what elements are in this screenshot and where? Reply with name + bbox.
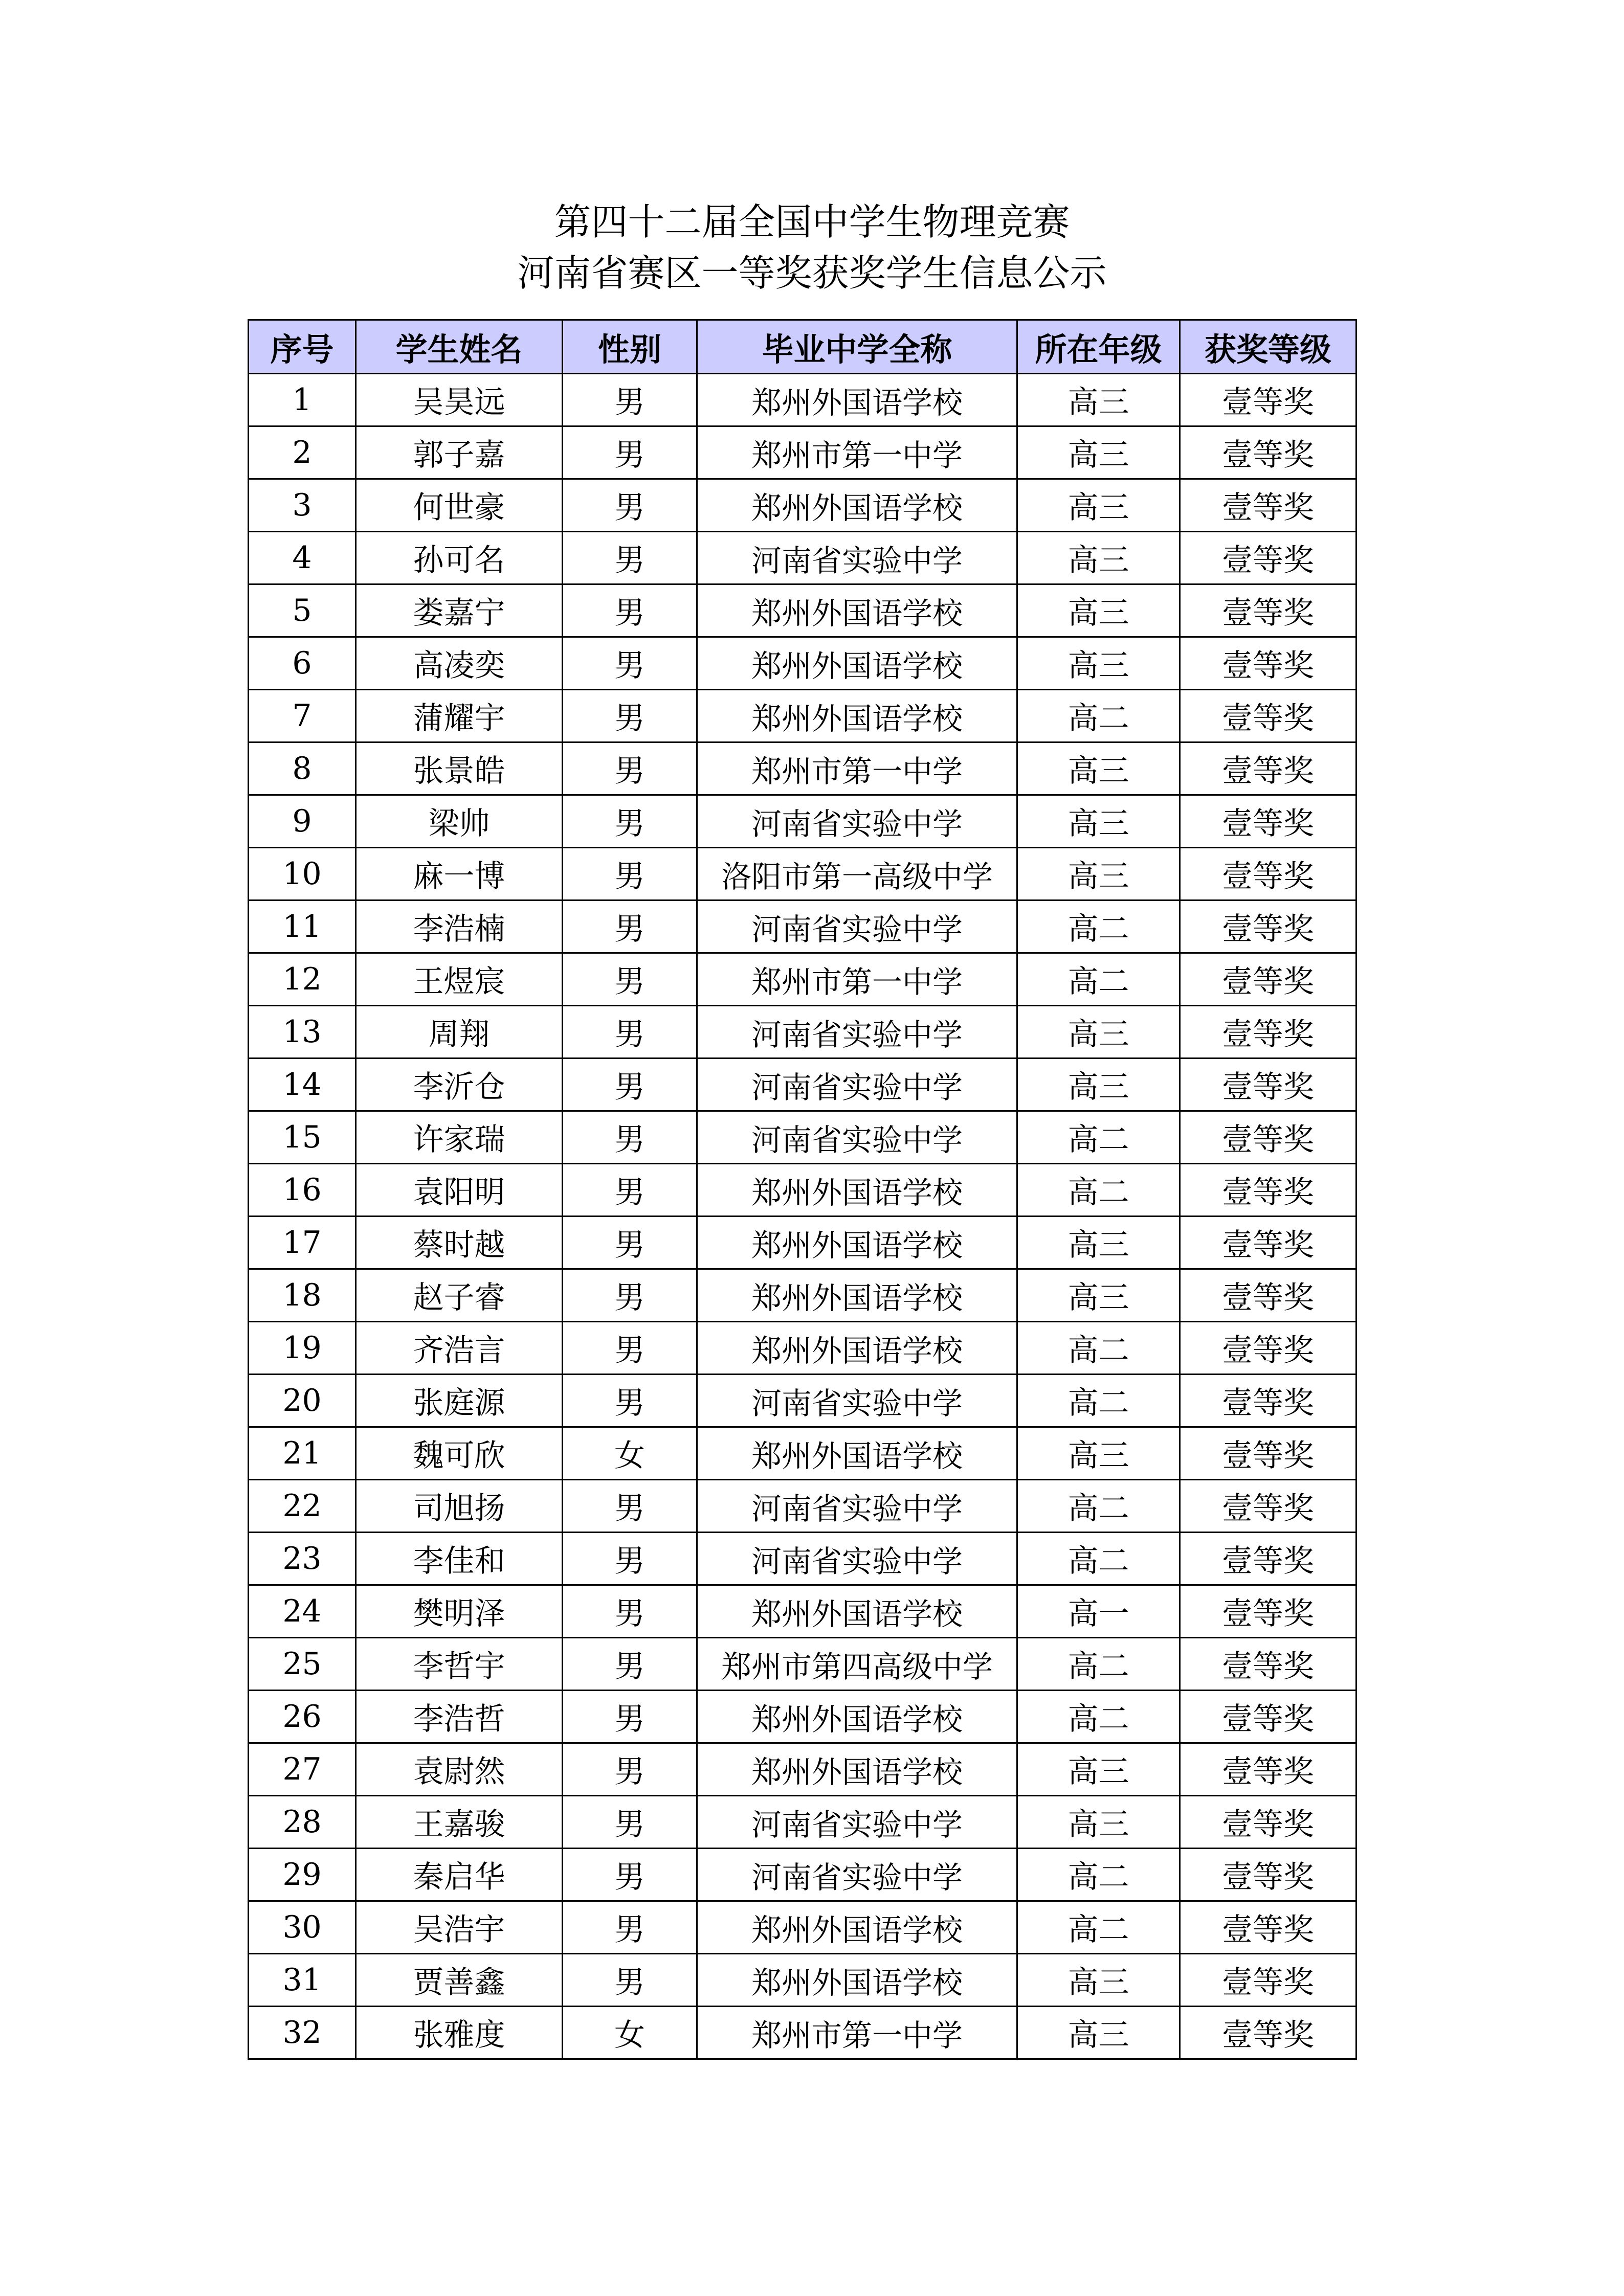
cell-grade: 高三 [1017,848,1180,901]
cell-grade: 高三 [1017,1269,1180,1322]
cell-seq: 1 [249,374,356,426]
cell-seq: 24 [249,1585,356,1638]
cell-student-name: 蔡时越 [356,1217,563,1269]
table-row [249,1691,1356,1743]
cell-school: 郑州外国语学校 [697,637,1017,690]
table-row [249,1901,1356,1954]
cell-grade: 高二 [1017,1164,1180,1217]
cell-student-name: 李沂仓 [356,1059,563,1111]
cell-award: 壹等奖 [1180,795,1356,848]
cell-seq: 28 [249,1796,356,1849]
cell-seq: 17 [249,1217,356,1269]
cell-award: 壹等奖 [1180,1585,1356,1638]
cell-grade: 高二 [1017,690,1180,742]
cell-gender: 男 [563,1322,697,1375]
cell-school: 郑州外国语学校 [697,1269,1017,1322]
cell-student-name: 娄嘉宁 [356,584,563,637]
cell-student-name: 李佳和 [356,1533,563,1585]
cell-gender: 男 [563,1533,697,1585]
table-row [249,1849,1356,1901]
table-row [249,1322,1356,1375]
cell-grade: 高三 [1017,1059,1180,1111]
table-row [249,1006,1356,1059]
cell-grade: 高二 [1017,1480,1180,1533]
cell-gender: 男 [563,1111,697,1164]
cell-school: 郑州外国语学校 [697,690,1017,742]
cell-school: 郑州外国语学校 [697,1691,1017,1743]
cell-seq: 11 [249,901,356,953]
cell-student-name: 贾善鑫 [356,1954,563,2007]
cell-seq: 6 [249,637,356,690]
cell-student-name: 樊明泽 [356,1585,563,1638]
header-school: 毕业中学全称 [697,320,1017,374]
cell-school: 郑州外国语学校 [697,1164,1017,1217]
title-line-2: 河南省赛区一等奖获奖学生信息公示 [517,252,1107,295]
table-row [249,1954,1356,2007]
cell-award: 壹等奖 [1180,690,1356,742]
cell-seq: 10 [249,848,356,901]
cell-award: 壹等奖 [1180,374,1356,426]
cell-gender: 男 [563,637,697,690]
cell-student-name: 王煜宸 [356,953,563,1006]
cell-school: 郑州市第四高级中学 [697,1638,1017,1691]
cell-grade: 高二 [1017,1901,1180,1954]
cell-student-name: 张庭源 [356,1375,563,1427]
cell-gender: 男 [563,953,697,1006]
cell-student-name: 司旭扬 [356,1480,563,1533]
cell-school: 郑州市第一中学 [697,2007,1017,2059]
cell-seq: 16 [249,1164,356,1217]
cell-grade: 高三 [1017,1427,1180,1480]
cell-seq: 3 [249,479,356,532]
cell-gender: 男 [563,795,697,848]
cell-grade: 高三 [1017,1006,1180,1059]
cell-seq: 22 [249,1480,356,1533]
cell-seq: 21 [249,1427,356,1480]
cell-gender: 男 [563,532,697,584]
cell-award: 壹等奖 [1180,1006,1356,1059]
cell-seq: 25 [249,1638,356,1691]
cell-student-name: 李浩楠 [356,901,563,953]
table-row [249,2007,1356,2059]
table-row [249,901,1356,953]
cell-seq: 14 [249,1059,356,1111]
cell-student-name: 许家瑞 [356,1111,563,1164]
table-row [249,479,1356,532]
cell-school: 郑州外国语学校 [697,479,1017,532]
header-gender: 性别 [563,320,697,374]
cell-grade: 高三 [1017,1954,1180,2007]
cell-seq: 8 [249,742,356,795]
cell-school: 河南省实验中学 [697,1059,1017,1111]
cell-school: 河南省实验中学 [697,1849,1017,1901]
cell-gender: 男 [563,1691,697,1743]
cell-seq: 19 [249,1322,356,1375]
cell-gender: 男 [563,901,697,953]
table-row [249,742,1356,795]
title-line-1: 第四十二届全国中学生物理竞赛 [554,200,1070,243]
cell-award: 壹等奖 [1180,1480,1356,1533]
cell-award: 壹等奖 [1180,1638,1356,1691]
cell-student-name: 何世豪 [356,479,563,532]
cell-gender: 男 [563,426,697,479]
cell-award: 壹等奖 [1180,1901,1356,1954]
cell-gender: 男 [563,1796,697,1849]
cell-award: 壹等奖 [1180,1849,1356,1901]
cell-student-name: 赵子睿 [356,1269,563,1322]
header-seq: 序号 [249,320,356,374]
cell-school: 郑州市第一中学 [697,953,1017,1006]
cell-student-name: 李哲宇 [356,1638,563,1691]
table-row [249,1059,1356,1111]
cell-seq: 29 [249,1849,356,1901]
header-award: 获奖等级 [1180,320,1356,374]
cell-seq: 2 [249,426,356,479]
cell-gender: 男 [563,848,697,901]
cell-student-name: 郭子嘉 [356,426,563,479]
cell-grade: 高二 [1017,1375,1180,1427]
cell-grade: 高三 [1017,584,1180,637]
cell-school: 郑州外国语学校 [697,1585,1017,1638]
cell-gender: 男 [563,690,697,742]
table-row [249,953,1356,1006]
cell-gender: 男 [563,1164,697,1217]
table-row [249,848,1356,901]
cell-school: 河南省实验中学 [697,1006,1017,1059]
cell-school: 郑州外国语学校 [697,374,1017,426]
cell-school: 河南省实验中学 [697,1533,1017,1585]
cell-gender: 男 [563,1849,697,1901]
cell-gender: 男 [563,742,697,795]
cell-grade: 高三 [1017,426,1180,479]
cell-award: 壹等奖 [1180,901,1356,953]
cell-grade: 高二 [1017,1691,1180,1743]
cell-award: 壹等奖 [1180,1375,1356,1427]
cell-grade: 高二 [1017,901,1180,953]
cell-gender: 男 [563,1585,697,1638]
cell-award: 壹等奖 [1180,637,1356,690]
cell-school: 郑州外国语学校 [697,1322,1017,1375]
table-row [249,1375,1356,1427]
cell-gender: 男 [563,1375,697,1427]
cell-grade: 高三 [1017,374,1180,426]
document-title [0,196,1624,299]
cell-student-name: 蒲耀宇 [356,690,563,742]
cell-award: 壹等奖 [1180,848,1356,901]
header-name: 学生姓名 [356,320,563,374]
cell-student-name: 高凌奕 [356,637,563,690]
cell-seq: 31 [249,1954,356,2007]
cell-seq: 27 [249,1743,356,1796]
cell-grade: 高三 [1017,637,1180,690]
cell-award: 壹等奖 [1180,1533,1356,1585]
cell-school: 洛阳市第一高级中学 [697,848,1017,901]
cell-grade: 高一 [1017,1585,1180,1638]
cell-grade: 高二 [1017,1533,1180,1585]
cell-school: 郑州外国语学校 [697,584,1017,637]
cell-award: 壹等奖 [1180,426,1356,479]
cell-gender: 女 [563,2007,697,2059]
cell-award: 壹等奖 [1180,479,1356,532]
cell-award: 壹等奖 [1180,2007,1356,2059]
table-row [249,1585,1356,1638]
cell-award: 壹等奖 [1180,1164,1356,1217]
table-row [249,1796,1356,1849]
cell-grade: 高二 [1017,1111,1180,1164]
cell-student-name: 袁阳明 [356,1164,563,1217]
table-body [249,374,1356,2059]
cell-award: 壹等奖 [1180,584,1356,637]
cell-gender: 男 [563,1901,697,1954]
cell-gender: 男 [563,374,697,426]
cell-student-name: 魏可欣 [356,1427,563,1480]
table-row [249,1111,1356,1164]
table-row [249,795,1356,848]
cell-seq: 7 [249,690,356,742]
cell-gender: 男 [563,479,697,532]
table-row [249,1427,1356,1480]
cell-gender: 男 [563,1269,697,1322]
cell-grade: 高三 [1017,742,1180,795]
cell-student-name: 麻一博 [356,848,563,901]
cell-award: 壹等奖 [1180,1743,1356,1796]
cell-gender: 女 [563,1427,697,1480]
cell-student-name: 周翔 [356,1006,563,1059]
cell-school: 郑州外国语学校 [697,1427,1017,1480]
table-row [249,637,1356,690]
cell-grade: 高三 [1017,1743,1180,1796]
cell-seq: 13 [249,1006,356,1059]
table-row [249,1533,1356,1585]
cell-award: 壹等奖 [1180,1111,1356,1164]
cell-school: 郑州外国语学校 [697,1743,1017,1796]
cell-school: 河南省实验中学 [697,532,1017,584]
cell-student-name: 吴浩宇 [356,1901,563,1954]
cell-school: 河南省实验中学 [697,795,1017,848]
table-row [249,690,1356,742]
cell-grade: 高三 [1017,795,1180,848]
cell-seq: 32 [249,2007,356,2059]
cell-grade: 高二 [1017,1849,1180,1901]
cell-award: 壹等奖 [1180,1217,1356,1269]
cell-award: 壹等奖 [1180,953,1356,1006]
cell-grade: 高三 [1017,479,1180,532]
cell-award: 壹等奖 [1180,1954,1356,2007]
cell-school: 河南省实验中学 [697,901,1017,953]
table-row [249,584,1356,637]
cell-gender: 男 [563,1954,697,2007]
cell-grade: 高二 [1017,1322,1180,1375]
cell-gender: 男 [563,1059,697,1111]
cell-award: 壹等奖 [1180,1691,1356,1743]
table-row [249,1743,1356,1796]
cell-gender: 男 [563,1743,697,1796]
table-row [249,532,1356,584]
cell-student-name: 孙可名 [356,532,563,584]
cell-award: 壹等奖 [1180,1269,1356,1322]
table-row [249,374,1356,426]
table-row [249,426,1356,479]
cell-grade: 高三 [1017,1217,1180,1269]
award-table [248,319,1357,2060]
cell-school: 郑州外国语学校 [697,1954,1017,2007]
cell-student-name: 秦启华 [356,1849,563,1901]
cell-gender: 男 [563,1217,697,1269]
table-row [249,1269,1356,1322]
cell-seq: 15 [249,1111,356,1164]
cell-student-name: 张景皓 [356,742,563,795]
cell-award: 壹等奖 [1180,1059,1356,1111]
cell-grade: 高三 [1017,2007,1180,2059]
cell-student-name: 王嘉骏 [356,1796,563,1849]
cell-grade: 高二 [1017,1638,1180,1691]
cell-seq: 9 [249,795,356,848]
table-row [249,1480,1356,1533]
cell-school: 河南省实验中学 [697,1111,1017,1164]
cell-school: 郑州外国语学校 [697,1217,1017,1269]
header-grade: 所在年级 [1017,320,1180,374]
cell-gender: 男 [563,584,697,637]
table-header-row [249,320,1356,374]
cell-gender: 男 [563,1480,697,1533]
cell-school: 河南省实验中学 [697,1375,1017,1427]
cell-school: 郑州市第一中学 [697,742,1017,795]
cell-student-name: 袁尉然 [356,1743,563,1796]
cell-award: 壹等奖 [1180,1322,1356,1375]
cell-grade: 高二 [1017,953,1180,1006]
cell-school: 河南省实验中学 [697,1480,1017,1533]
table-row [249,1164,1356,1217]
cell-school: 郑州市第一中学 [697,426,1017,479]
cell-seq: 30 [249,1901,356,1954]
cell-seq: 26 [249,1691,356,1743]
cell-award: 壹等奖 [1180,532,1356,584]
cell-seq: 20 [249,1375,356,1427]
cell-student-name: 张雅度 [356,2007,563,2059]
cell-student-name: 齐浩言 [356,1322,563,1375]
cell-seq: 5 [249,584,356,637]
cell-seq: 4 [249,532,356,584]
cell-grade: 高三 [1017,1796,1180,1849]
cell-award: 壹等奖 [1180,742,1356,795]
cell-gender: 男 [563,1638,697,1691]
cell-student-name: 梁帅 [356,795,563,848]
cell-grade: 高三 [1017,532,1180,584]
cell-seq: 23 [249,1533,356,1585]
cell-gender: 男 [563,1006,697,1059]
table-row [249,1217,1356,1269]
cell-seq: 18 [249,1269,356,1322]
cell-award: 壹等奖 [1180,1796,1356,1849]
cell-student-name: 李浩哲 [356,1691,563,1743]
cell-award: 壹等奖 [1180,1427,1356,1480]
cell-school: 郑州外国语学校 [697,1901,1017,1954]
cell-seq: 12 [249,953,356,1006]
cell-student-name: 吴昊远 [356,374,563,426]
cell-school: 河南省实验中学 [697,1796,1017,1849]
table-row [249,1638,1356,1691]
